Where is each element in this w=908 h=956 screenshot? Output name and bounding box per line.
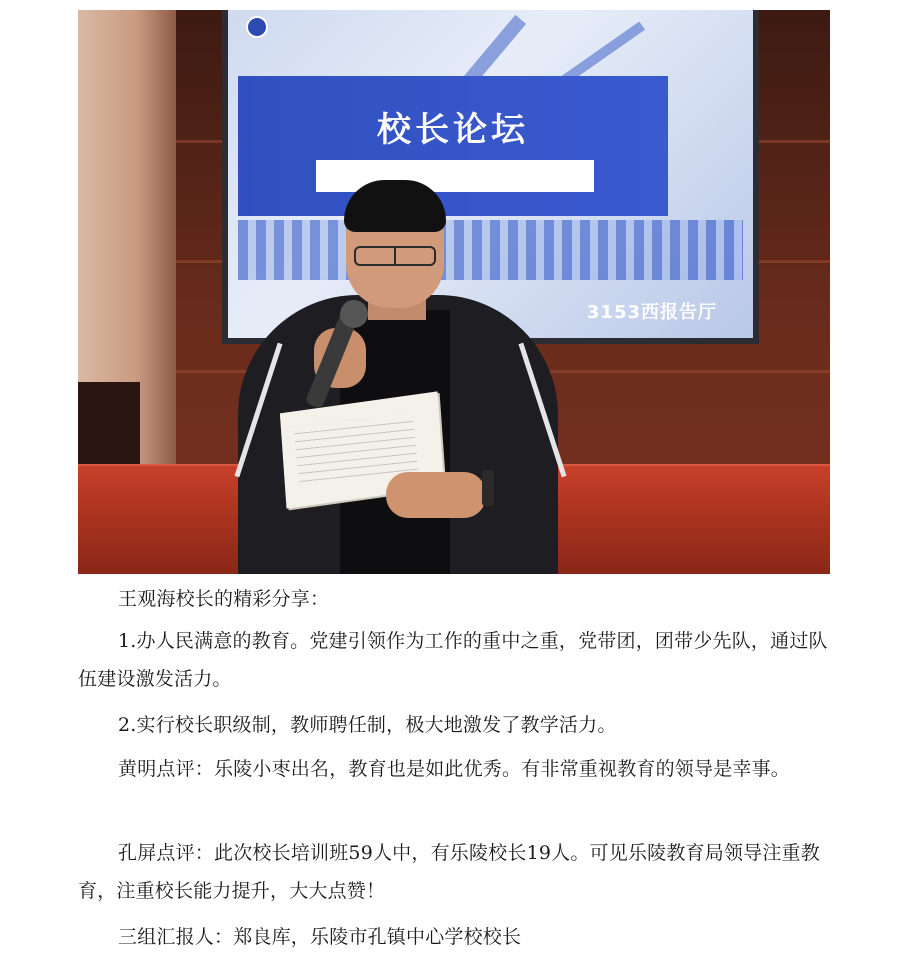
speaker-hand bbox=[386, 472, 486, 518]
screen-decoration bbox=[238, 220, 743, 280]
microphone-head bbox=[340, 300, 368, 328]
screen-decoration bbox=[464, 15, 526, 85]
screen-subtitle bbox=[316, 160, 594, 192]
speaker-photo bbox=[78, 10, 830, 574]
screen-title: 校长论坛 bbox=[377, 110, 529, 150]
paragraph-intro: 王观海校长的精彩分享： bbox=[118, 588, 330, 610]
screen-room-label: 3153西报告厅 bbox=[586, 302, 717, 323]
paragraph-comment-kong: 孔屏点评：此次校长培训班59人中，有乐陵校长19人。可见乐陵教育局领导注重教育，注重校长能力提升，大大点赞！ bbox=[78, 842, 820, 902]
watch-icon bbox=[482, 470, 494, 506]
glasses-icon bbox=[354, 246, 436, 266]
university-logo-icon bbox=[246, 16, 268, 38]
paragraph-comment-huang: 黄明点评：乐陵小枣出名，教育也是如此优秀。有非常重视教育的领导是幸事。 bbox=[118, 758, 791, 780]
paragraph-reporter: 三组汇报人：郑良库，乐陵市孔镇中心学校校长 bbox=[118, 926, 522, 948]
paragraph-point-2: 2.实行校长职级制，教师聘任制，极大地激发了教学活力。 bbox=[118, 714, 617, 736]
projection-screen bbox=[228, 10, 753, 338]
paragraph-point-1: 1.办人民满意的教育。党建引领作为工作的重中之重，党带团，团带少先队，通过队伍建设激发活力。 bbox=[78, 630, 828, 690]
screen-title-band bbox=[238, 76, 668, 216]
